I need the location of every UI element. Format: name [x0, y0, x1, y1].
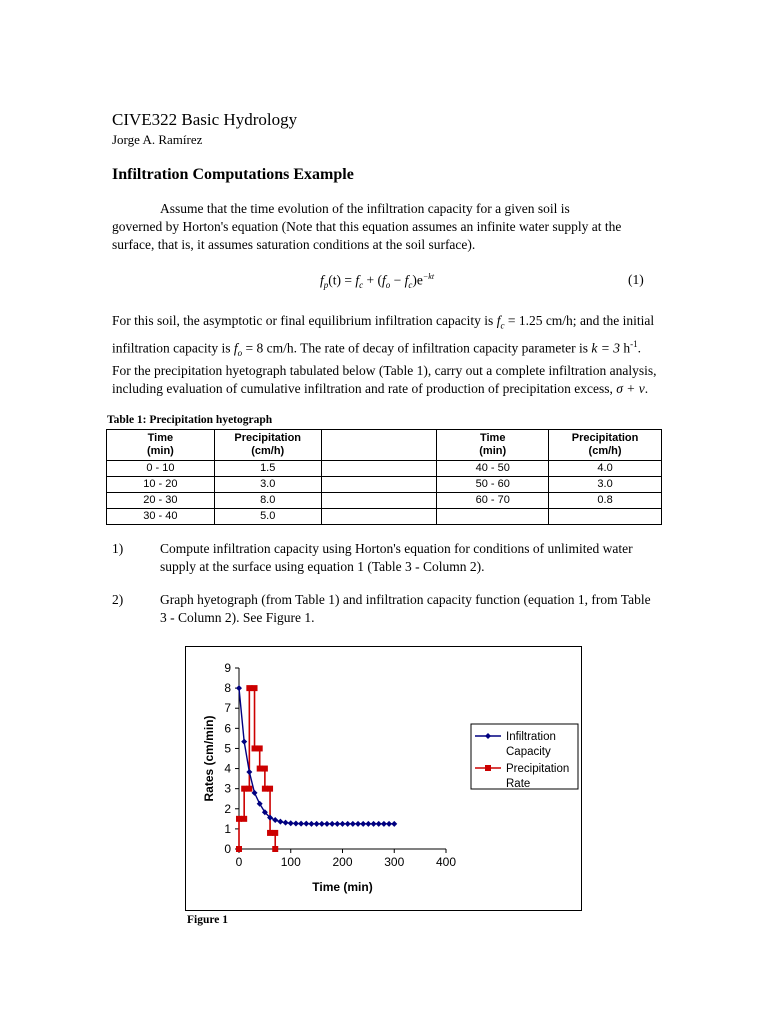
infiltration-point — [246, 769, 252, 775]
excess-symbol: σ + ν — [616, 380, 645, 396]
precipitation-point — [236, 816, 242, 822]
x-tick-label: 0 — [235, 855, 243, 869]
precipitation-point — [267, 830, 273, 836]
legend-precipitation-marker — [485, 765, 491, 771]
cell-precip — [549, 509, 662, 525]
table-row — [107, 477, 662, 493]
cell-time: 20 - 30 — [107, 493, 215, 509]
legend-label: Capacity — [506, 746, 551, 758]
y-tick-label: 7 — [224, 701, 231, 716]
header-precip-unit: (cm/h) — [588, 445, 622, 457]
infiltration-point — [381, 821, 387, 827]
eq-exp-base: )e — [412, 272, 423, 288]
soil-text-4: = 8 cm/h. The rate of decay of infiltration capacity parameter is — [242, 340, 592, 356]
infiltration-point — [241, 739, 247, 745]
infiltration-point — [236, 685, 242, 691]
step-text: Compute infiltration capacity using Horton's equation for conditions of unlimited water supply at the surface using equation 1 (Table 3 - Column 2). — [160, 541, 633, 574]
infiltration-point — [308, 821, 314, 827]
soil-text-1: For this soil, the asymptotic or final equilibrium infiltration capacity is — [112, 313, 497, 328]
precipitation-point — [246, 685, 252, 691]
infiltration-point — [376, 821, 382, 827]
eq-fc2: f — [404, 272, 409, 288]
legend-label: Precipitation — [506, 763, 570, 775]
precipitation-point — [257, 766, 263, 772]
header-time-left — [107, 430, 215, 461]
y-tick-label: 4 — [224, 761, 231, 776]
header-time-label: Time — [479, 432, 506, 444]
figure-chart-frame — [185, 646, 582, 911]
header-time-label: Time — [147, 432, 174, 444]
cell-time — [437, 509, 549, 525]
author-name: Jorge A. Ramírez — [112, 132, 203, 147]
x-tick-label: 100 — [280, 855, 301, 869]
precipitation-point — [252, 745, 258, 751]
infiltration-point — [340, 821, 346, 827]
cell-precip: 3.0 — [549, 477, 662, 493]
horton-equation — [320, 272, 434, 290]
precipitation-point — [262, 766, 268, 772]
eq-fc-sub: c — [359, 280, 364, 291]
rates-chart — [186, 647, 581, 910]
y-tick-label: 1 — [224, 821, 231, 836]
soil-text-5: h — [619, 340, 631, 356]
y-tick-label: 5 — [224, 741, 231, 756]
step-text: Graph hyetograph (from Table 1) and infiltration capacity function (equation 1, from Table 3 - Column 2). See Figure 1. — [160, 592, 651, 625]
fo-sub: o — [237, 347, 243, 358]
table-row — [107, 493, 662, 509]
infiltration-point — [386, 821, 392, 827]
eq-plus: + ( — [363, 272, 382, 288]
eq-fp: f — [320, 272, 324, 288]
infiltration-point — [324, 821, 330, 827]
infiltration-point — [350, 821, 356, 827]
fo-symbol: f — [233, 340, 238, 356]
precipitation-point — [236, 846, 242, 852]
x-tick-label: 300 — [384, 855, 405, 869]
infiltration-point — [293, 820, 299, 826]
figure-caption: Figure 1 — [187, 914, 228, 926]
eq-exponent: −kt — [422, 272, 435, 281]
table-spacer-cell — [321, 477, 437, 493]
header-precip-label: Precipitation — [234, 432, 302, 444]
step-number: 1) — [112, 541, 124, 556]
intro-paragraph — [112, 200, 657, 254]
infiltration-point — [319, 821, 325, 827]
infiltration-point — [283, 820, 289, 826]
cell-precip: 1.5 — [214, 461, 321, 477]
eq-fc2-sub: c — [408, 280, 413, 291]
cell-precip: 0.8 — [549, 493, 662, 509]
x-axis-title: Time (min) — [312, 880, 373, 894]
section-title: Infiltration Computations Example — [112, 166, 354, 183]
infiltration-point — [252, 790, 258, 796]
soil-text-6: . For the precipitation hyetograph tabulated below (Table 1), carry out a complete infiltration analysis, including evaluation of cumulative infiltration and rate of production of precipitation excess, — [112, 340, 657, 396]
table-spacer-cell — [321, 493, 437, 509]
cell-precip: 4.0 — [549, 461, 662, 477]
k-unit-sup: -1 — [630, 338, 638, 349]
y-tick-label: 0 — [224, 842, 231, 856]
infiltration-point — [277, 819, 283, 825]
equation-number: (1) — [628, 272, 644, 287]
precipitation-point — [246, 786, 252, 792]
x-tick-label: 400 — [435, 855, 457, 869]
eq-fo: f — [382, 272, 386, 288]
cell-precip: 3.0 — [214, 477, 321, 493]
cell-precip: 5.0 — [214, 509, 321, 525]
intro-first-line: Assume that the time evolution of the infiltration capacity for a given soil is — [160, 201, 570, 216]
step-number: 2) — [112, 592, 124, 607]
table-spacer-cell — [321, 461, 437, 477]
eq-minus: − — [390, 272, 405, 288]
table-row — [107, 509, 662, 525]
eq-fp-sub: p — [323, 280, 329, 291]
cell-time: 0 - 10 — [107, 461, 215, 477]
infiltration-point — [365, 821, 371, 827]
infiltration-point — [355, 821, 361, 827]
cell-time: 10 - 20 — [107, 477, 215, 493]
soil-text-2: = 1.25 cm/h; — [504, 313, 577, 328]
fc-symbol: f — [496, 313, 501, 328]
header-time-right — [437, 430, 549, 461]
table-caption: Table 1: Precipitation hyetograph — [107, 414, 273, 426]
eq-fo-sub: o — [385, 280, 391, 291]
infiltration-point — [334, 821, 340, 827]
infiltration-point — [345, 821, 351, 827]
header-time-unit: (min) — [479, 445, 507, 457]
header-precip-left — [214, 430, 321, 461]
infiltration-point — [288, 820, 294, 826]
header-time-unit: (min) — [146, 445, 174, 457]
y-tick-label: 2 — [224, 801, 231, 816]
precipitation-point — [257, 745, 263, 751]
precipitation-point — [267, 786, 273, 792]
course-title: CIVE322 Basic Hydrology — [112, 110, 298, 129]
y-tick-label: 6 — [224, 721, 231, 736]
precipitation-point — [262, 786, 268, 792]
y-tick-label: 3 — [224, 781, 231, 796]
header-precip-label: Precipitation — [571, 432, 639, 444]
legend-label: Infiltration — [506, 731, 556, 743]
precipitation-point — [252, 685, 258, 691]
hyetograph-table — [106, 429, 662, 525]
legend-label: Rate — [506, 778, 531, 790]
y-axis-title: Rates (cm/min) — [202, 715, 216, 802]
infiltration-point — [272, 817, 278, 823]
infiltration-point — [391, 821, 397, 827]
infiltration-point — [314, 821, 320, 827]
infiltration-point — [329, 821, 335, 827]
infiltration-point — [371, 821, 377, 827]
y-tick-label: 8 — [224, 681, 231, 696]
eq-arg: (t) = — [328, 272, 356, 288]
table-header-row — [107, 430, 662, 461]
precipitation-point — [272, 846, 278, 852]
precipitation-point — [241, 816, 247, 822]
x-tick-label: 200 — [332, 855, 353, 869]
table-spacer-cell — [321, 509, 437, 525]
table-row — [107, 461, 662, 477]
cell-time: 40 - 50 — [437, 461, 549, 477]
intro-rest: governed by Horton's equation (Note that this equation assumes an infinite water supply at the surface, that is, it assumes saturation conditions at the soil surface). — [112, 219, 622, 252]
infiltration-point — [298, 821, 304, 827]
cell-time: 60 - 70 — [437, 493, 549, 509]
infiltration-point — [360, 821, 366, 827]
infiltration-point — [303, 821, 309, 827]
precipitation-point — [272, 830, 278, 836]
header-precip-right — [549, 430, 662, 461]
table-spacer-cell — [321, 430, 437, 461]
soil-paragraph — [112, 312, 657, 398]
cell-precip: 8.0 — [214, 493, 321, 509]
header-precip-unit: (cm/h) — [251, 445, 285, 457]
cell-time: 50 - 60 — [437, 477, 549, 493]
y-tick-label: 9 — [224, 661, 231, 675]
soil-text-7: . — [644, 380, 649, 396]
k-symbol: k = 3 — [591, 340, 620, 356]
soil-text-3: and the initial infiltration capacity is — [112, 313, 655, 356]
eq-fc: f — [355, 272, 360, 288]
precipitation-point — [241, 786, 247, 792]
fc-sub: c — [500, 320, 505, 331]
cell-time: 30 - 40 — [107, 509, 215, 525]
